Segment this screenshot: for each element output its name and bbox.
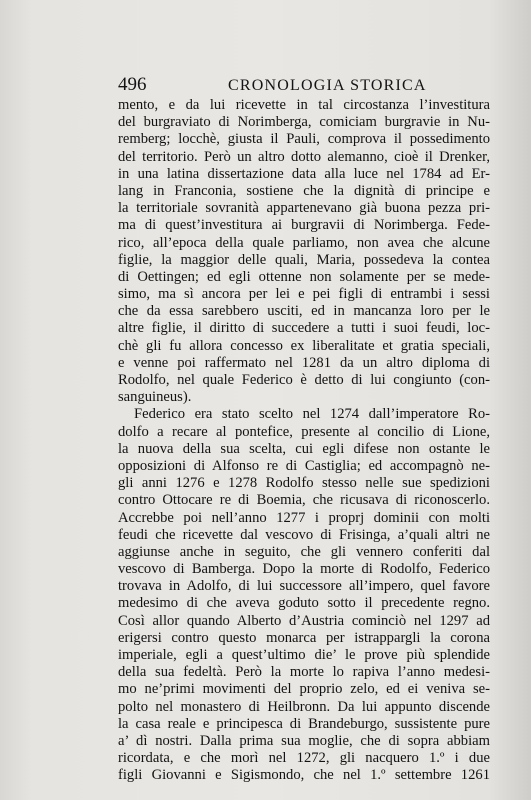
text-line: opposizioni di Alfonso re di Castiglia; ed accompagnò ne- [118, 457, 490, 474]
text-line: ricordata, e che morì nel 1272, gli nacquero 1.º i due [118, 750, 490, 767]
text-line: altre figlie, il diritto di succedere a tutti i suoi feudi, loc- [118, 320, 490, 337]
text-line: feudi che ricevette dal vescovo di Frisinga, a’quali altri ne [118, 526, 490, 543]
text-line: Così allor quando Alberto d’Austria cominciò nel 1297 ad [118, 612, 490, 629]
text-line: imperiale, egli a quest’ultimo die’ le prove più splendide [118, 647, 490, 663]
text-line: aggiunse anche in seguito, che gli vennero conferiti dal [118, 543, 490, 560]
text-line: della sua fedeltà. Però la morte lo rapiva l’anno medesi- [118, 664, 490, 681]
page-header [118, 74, 490, 96]
text-line: a’ dì nostri. Dalla prima sua moglie, che di sopra abbiam [118, 732, 490, 749]
text-line: del territorio. Però un altro dotto alemanno, cioè il Drenker, [118, 148, 490, 165]
text-line: di Oettingen; ed egli ottenne non solamente per se mede- [118, 268, 490, 285]
text-line: simo, ma sì ancora per lei e pei figli di entrambi i sessi [118, 286, 490, 303]
text-line: figlie, la maggior delle quali, Maria, possedeva la contea [118, 251, 490, 268]
text-line: contro Ottocare re di Boemia, che ricusava di riconoscerlo. [118, 492, 490, 509]
body-text [118, 97, 490, 785]
text-line: gli anni 1276 e 1278 Rodolfo stesso nelle sue spedizioni [118, 475, 490, 492]
text-line: medesimo di che aveva goduto sotto il precedente regno. [118, 595, 490, 612]
text-line: ma di quest’investitura ai burgravii di Norimberga. Fede- [118, 217, 490, 234]
text-line: trovava in Adolfo, di lui successore all’impero, quel favore [118, 578, 490, 595]
text-line: mo ne’primi movimenti del proprio zelo, ed ei veniva se- [118, 681, 490, 698]
text-line: rico, all’epoca della quale parliamo, non avea che alcune [118, 234, 490, 251]
text-line: Rodolfo, nel quale Federico è detto di lui congiunto (con- [118, 372, 490, 388]
text-line: polto nel monastero di Heilbronn. Da lui appunto discende [118, 698, 490, 715]
text-line: sanguineus). [118, 389, 192, 406]
text-line: che da essa sarebbero usciti, ed in mancanza loro per le [118, 303, 490, 320]
text-line: in una latina dissertazione data alla luce nel 1784 ad Er- [118, 165, 490, 182]
text-line: lang in Franconia, sostiene che la dignità di principe e [118, 182, 490, 199]
text-line: Federico era stato scelto nel 1274 dall’imperatore Ro- [134, 406, 490, 423]
text-line: la casa reale e principesca di Brandeburgo, sussistente pure [118, 715, 490, 732]
page-number: 496 [118, 74, 147, 95]
text-line: del burgraviato di Norimberga, comiciam burgravie in Nu- [118, 114, 490, 131]
text-line: remberg; locchè, giusta il Pauli, comprova il possedimento [118, 131, 490, 148]
text-line: vescovo di Bamberga. Dopo la morte di Rodolfo, Federico [118, 561, 490, 578]
text-line: erigersi contro questo monarca per istrappargli la corona [118, 629, 490, 646]
text-line: la territoriale sovranità appartenevano già buona pezza pri- [118, 200, 490, 217]
text-line: figli Giovanni e Sigismondo, che nel 1.º settembre 1261 [118, 767, 490, 784]
text-line: mento, e da lui ricevette in tal circostanza l’investitura [118, 97, 490, 113]
text-line: chè gli fu allora concesso ex liberalitate et gratia speciali, [118, 337, 490, 354]
text-line: la nuova della sua scelta, cui egli difese non ostante le [118, 440, 490, 457]
text-line: e venne poi raffermato nel 1281 da un altro diploma di [118, 354, 490, 371]
text-line: dolfo a recare al pontefice, presente al concilio di Lione, [118, 423, 490, 440]
running-title: CRONOLOGIA STORICA [228, 77, 427, 94]
text-line: Accrebbe poi nell’anno 1277 i proprj dominii con molti [118, 509, 490, 526]
